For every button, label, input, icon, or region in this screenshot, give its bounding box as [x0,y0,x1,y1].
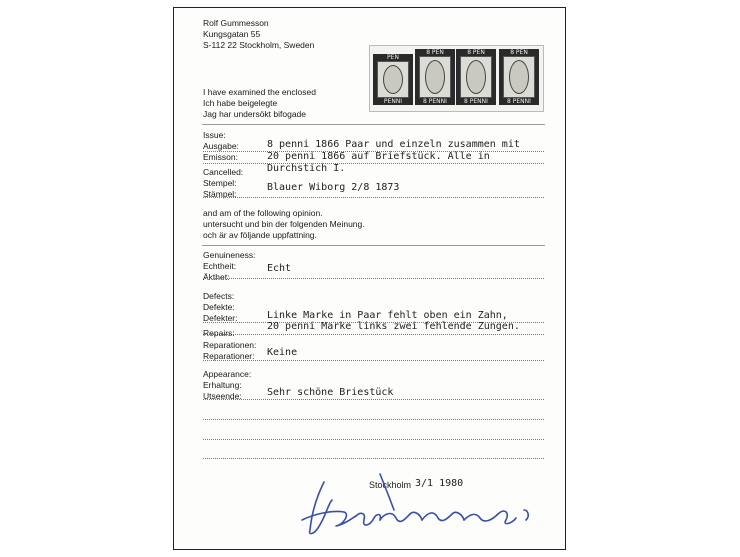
repairs-label-sv: Reparationer: [203,351,255,361]
appearance-label-de: Erhaltung: [203,380,242,390]
opinion-de: untersucht und bin der folgenden Meinung. [203,219,365,229]
cancelled-value: Blauer Wiborg 2/8 1873 [267,182,400,193]
defects-value-line2: 20 penni Marke links zwei fehlende Zungen. [267,321,520,332]
intro-en: I have examined the enclosed [203,87,316,97]
appearance-value: Sehr schöne Briestück [267,387,394,398]
stamp-8-penni-single: 8 PEN 8 PENNI [499,49,539,105]
divider [202,124,545,125]
defects-value-line1: Linke Marke in Paar fehlt oben ein Zahn, [267,310,508,321]
sender-city: S-112 22 Stockholm, Sweden [203,40,315,50]
defects-label-en: Defects: [203,291,235,301]
date: 3/1 1980 [415,478,464,489]
issue-value-line1: 8 penni 1866 Paar und einzeln zusammen mit [267,139,520,150]
issue-value-line2: 20 penni 1866 auf Briefstück. Alle in [267,151,490,162]
issue-label-sv: Emisson: [203,152,238,162]
issue-label-en: Issue: [203,130,226,140]
appearance-label-sv: Utseende: [203,391,242,401]
genuineness-label-de: Echtheit: [203,261,237,271]
sender-street: Kungsgatan 55 [203,29,261,39]
issue-value-line3: Durchstich I. [267,163,346,174]
appearance-label-en: Appearance: [203,369,252,379]
cancelled-label-de: Stempel: [203,178,237,188]
opinion-sv: och är av följande uppfattning. [203,230,317,240]
cancelled-label-en: Cancelled: [203,167,244,177]
genuineness-label-sv: Äkthet: [203,272,230,282]
repairs-label-de: Reparationen: [203,340,257,350]
opinion-en: and am of the following opinion. [203,208,323,218]
defects-label-de: Defekte: [203,302,235,312]
genuineness-label-en: Genuineness: [203,250,256,260]
defects-label-sv: Defekter: [203,313,238,323]
stamp-20-penni: PEN PENNI [373,54,413,105]
intro-de: Ich habe beigelegte [203,98,278,108]
genuineness-value: Echt [267,263,292,274]
stamp-8-penni-pair-left: 8 PEN 8 PENNI [415,49,455,105]
stamp-8-penni-pair-right: 8 PEN 8 PENNI [456,49,496,105]
issue-label-de: Ausgabe: [203,141,239,151]
repairs-label-en: Repairs: [203,328,235,338]
intro-sv: Jag har undersökt bifogade [203,109,307,119]
signature [284,470,544,545]
place: Stockholm [369,480,412,490]
cancelled-label-sv: Stämpel: [203,189,237,199]
sender-name: Rolf Gummesson [203,18,269,28]
repairs-value: Keine [267,347,298,358]
certificate-page [173,7,566,550]
stamps-on-piece [369,45,544,112]
